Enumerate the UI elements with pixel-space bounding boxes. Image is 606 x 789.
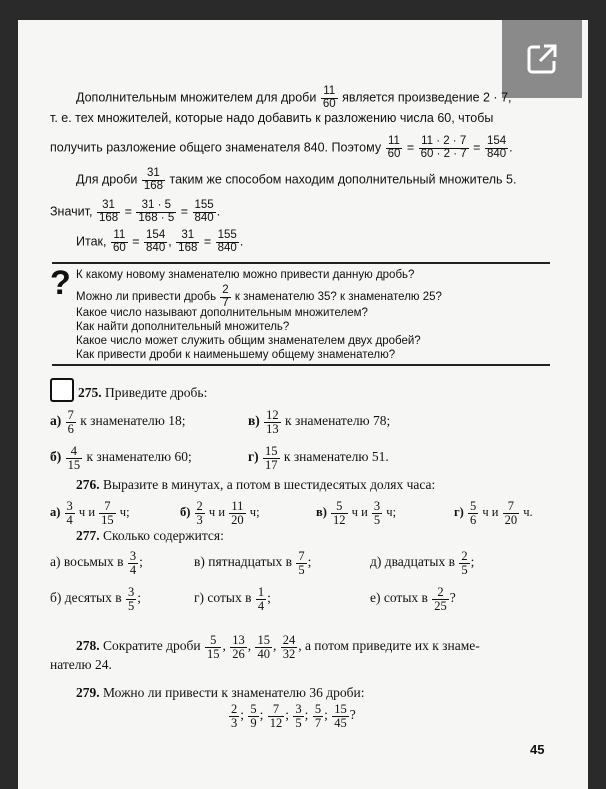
divider-top <box>52 262 550 264</box>
ex275-b: б) $\frac{4}{15}$ к знаменателю 60; <box>50 444 192 472</box>
intro-line-4: Для дроби $\frac{31}{168}$ таким же способом находим дополнительный множитель 5. <box>76 167 517 192</box>
ex277-title: 277. Сколько содержится: <box>76 528 224 543</box>
task-icon <box>50 378 74 402</box>
ex277-e: е) сотых в $\frac{2}{25}$ ? <box>370 585 456 613</box>
ex277-d: д) двадцатых в $\frac{2}{5}$ ; <box>370 549 475 577</box>
expand-button[interactable] <box>502 20 582 98</box>
divider-bottom <box>52 364 550 366</box>
ex279-fractions: $\frac{2}{3}$ ; $\frac{5}{9}$ ; $\frac{7}{12}$ ; $\frac{3}{5}$ ; $\frac{5}{7}$ ; $\frac{15}{45}$ ? <box>231 702 356 730</box>
ex277-b: б) десятых в $\frac{3}{5}$ ; <box>50 585 141 613</box>
question-3: Какое число называют дополнительным множителем? <box>76 307 368 319</box>
question-2: Можно ли привести дробь $\frac{2}{7}$ к знаменателю 35? к знаменателю 25? <box>76 284 442 309</box>
expand-icon <box>524 41 560 77</box>
question-4: Как найти дополнительный множитель? <box>76 321 290 333</box>
question-5: Какое число может служить общим знаменателем двух дробей? <box>76 335 421 347</box>
question-6: Как привести дроби к наименьшему общему знаменателю? <box>76 349 396 361</box>
intro-line-6: Итак, $\frac{11}{60}$ = $\frac{154}{840}$ , $\frac{31}{168}$ = $\frac{155}{840}$ . <box>76 229 244 254</box>
ex276-a: а) $\frac{3}{4}$ ч и $\frac{7}{15}$ ч; <box>50 499 130 527</box>
ex277-a: а) восьмых в $\frac{3}{4}$ ; <box>50 549 143 577</box>
ex277-g: г) сотых в $\frac{1}{4}$ ; <box>194 585 271 613</box>
intro-line-2: т. е. тех множителей, которые надо добавить к разложению числа 60, чтобы <box>50 111 494 125</box>
intro-line-1: Дополнительным множителем для дроби $\frac{11}{60}$ является произведение 2 · 7, <box>76 85 512 110</box>
intro-line-3: получить разложение общего знаменателя 840. Поэтому $\frac{11}{60}$ = $\frac{11 \cdot 2 \cdot 7}{60 \cdot 2 \cdot 7}$ = $\frac{154}{840}$ . <box>50 135 513 160</box>
ex276-v: в) $\frac{5}{12}$ ч и $\frac{3}{5}$ ч; <box>316 499 397 527</box>
fraction: $\frac{11}{60}$ <box>322 85 336 110</box>
ex276-b: б) $\frac{2}{3}$ ч и $\frac{11}{20}$ ч; <box>180 499 260 527</box>
ex277-v: в) пятнадцатых в $\frac{7}{5}$ ; <box>194 549 312 577</box>
ex275-a: а) $\frac{7}{6}$ к знаменателю 18; <box>50 408 186 436</box>
intro-line-5: Значит, $\frac{31}{168}$ = $\frac{31 \cdot 5}{168 \cdot 5}$ = $\frac{155}{840}$ . <box>50 199 221 224</box>
ex276-title: 276. Выразите в минутах, а потом в шестидесятых долях часа: <box>76 477 436 492</box>
ex276-g: г) $\frac{5}{6}$ ч и $\frac{7}{20}$ ч. <box>454 499 533 527</box>
ex275-title: 275. Приведите дробь: <box>78 385 208 400</box>
question-mark-icon: ? <box>50 264 71 302</box>
ex278-line-1: 278. Сократите дроби $\frac{5}{15}$ , $\frac{13}{26}$ , $\frac{15}{40}$ , $\frac{24}{32}$ , а потом приведите их к знаме- <box>76 633 480 661</box>
ex279-title: 279. Можно ли привести к знаменателю 36 дроби: <box>76 685 365 700</box>
question-1: К какому новому знаменателю можно привести данную дробь? <box>76 269 415 281</box>
ex275-g: г) $\frac{15}{17}$ к знаменателю 51. <box>248 444 389 472</box>
ex275-v: в) $\frac{12}{13}$ к знаменателю 78; <box>248 408 391 436</box>
ex278-line-2: нателю 24. <box>50 657 112 672</box>
page-number: 45 <box>530 742 545 757</box>
